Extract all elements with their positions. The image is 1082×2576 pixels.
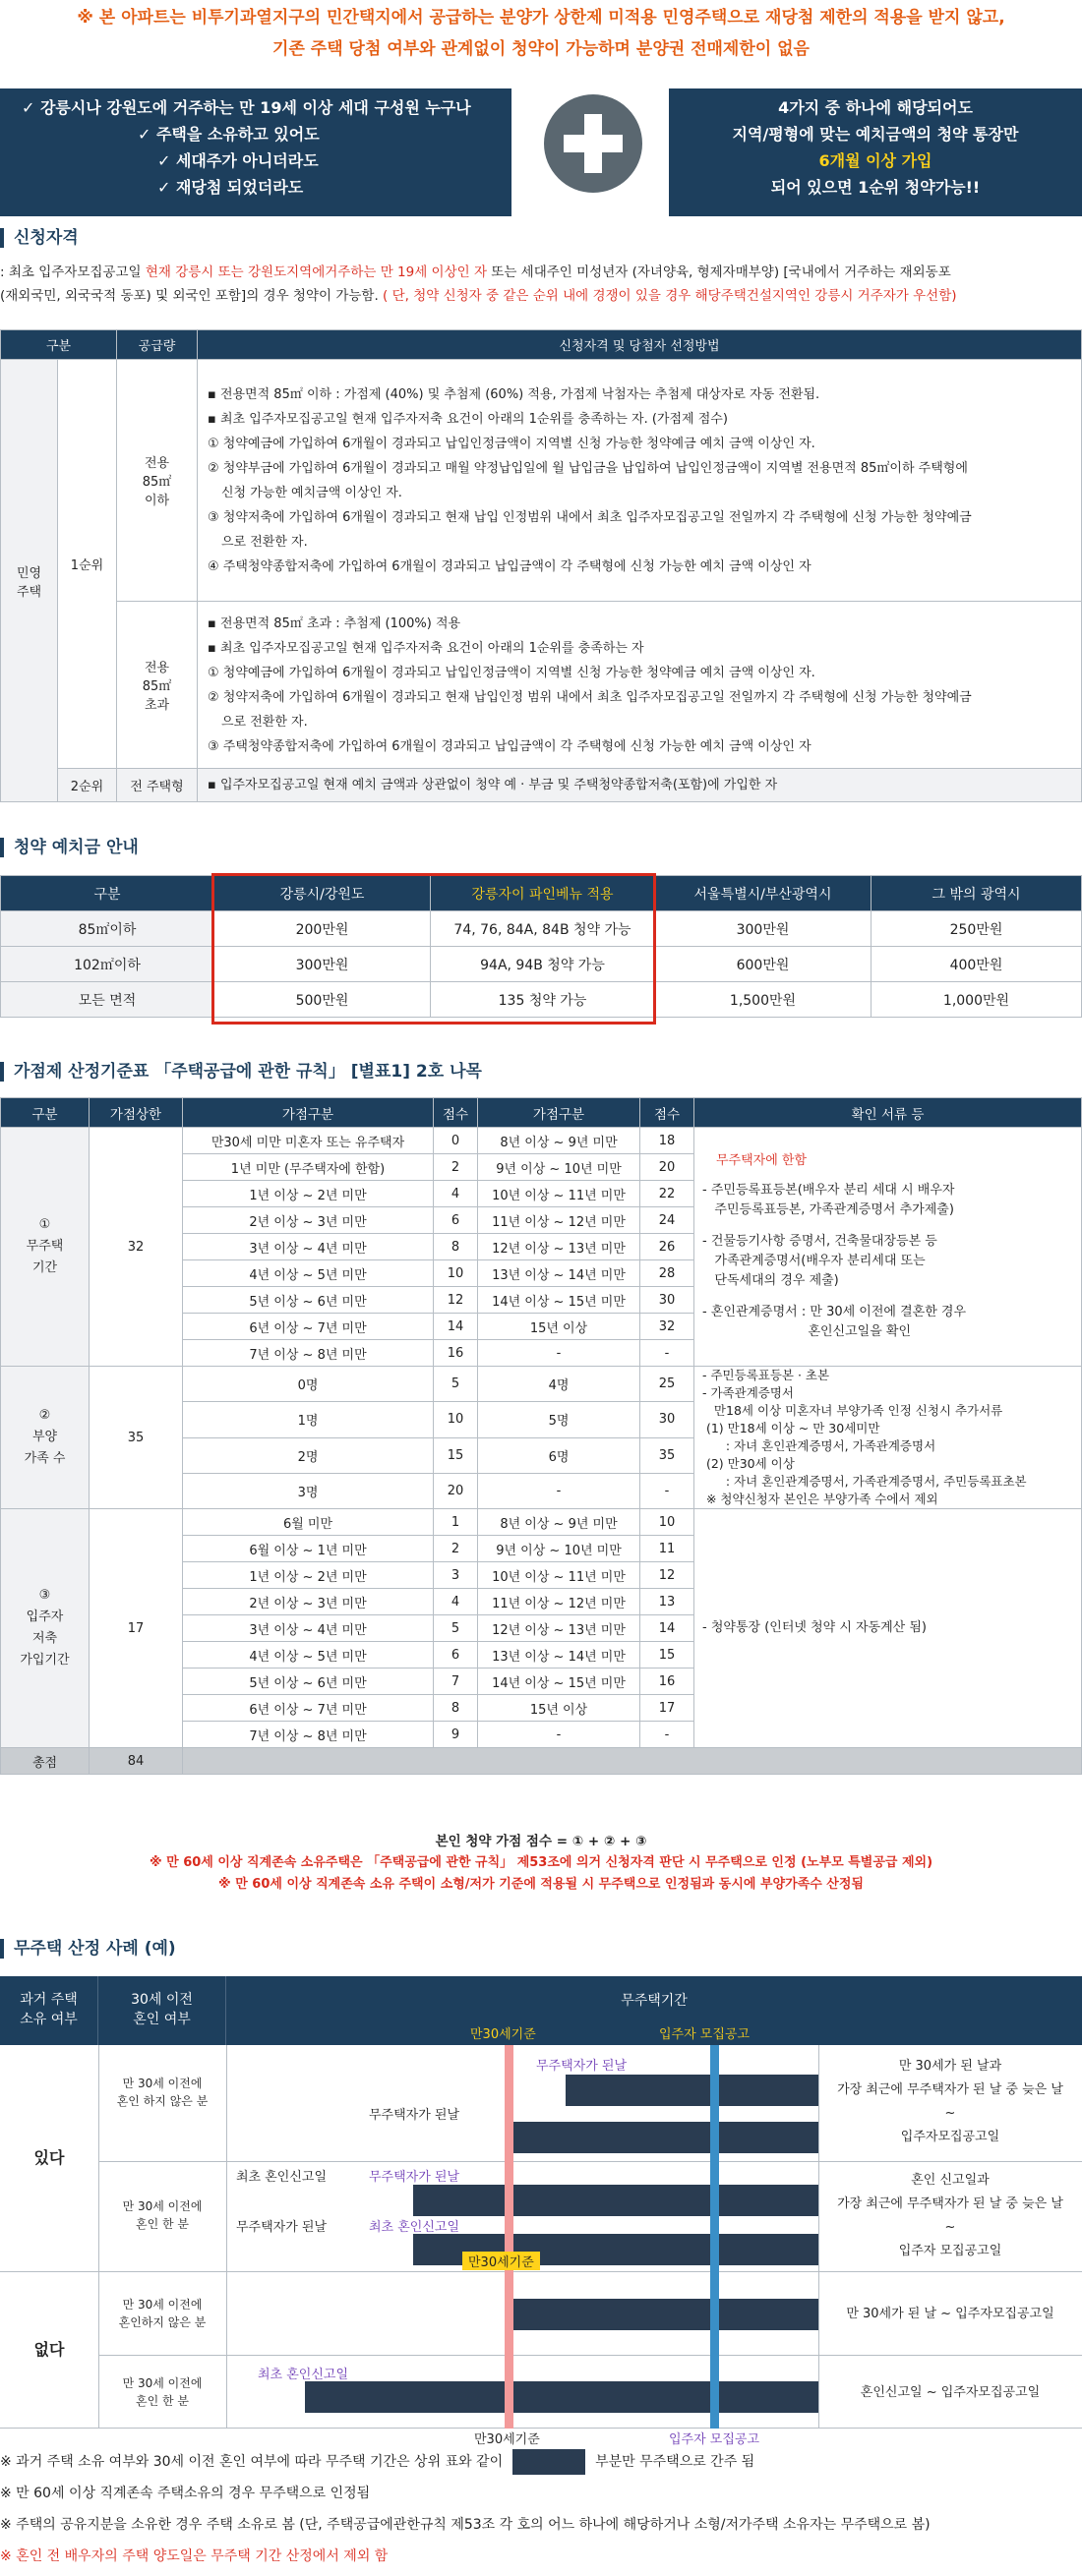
- age30-line: [505, 2045, 513, 2429]
- score-cell: 3: [434, 1562, 478, 1589]
- rule-line: ② 청약부금에 가입하여 6개월이 경과되고 매월 약정납입일에 월 납입금을 납입하여 납입인정금액이 지역별 전용면적 85㎡이하 주택형에: [208, 460, 968, 476]
- case-label: 만 30세 이전에 혼인하지 않은 분: [118, 2298, 207, 2329]
- cell: 1,000만원: [872, 982, 1082, 1018]
- score-cell: 11년 이상 ~ 12년 미만: [478, 1589, 640, 1615]
- score-cell: 16: [434, 1340, 478, 1367]
- col-header: 강릉시/강원도: [214, 876, 431, 911]
- score-cell: 6명: [478, 1437, 640, 1473]
- age30-tag: 만30세기준: [462, 2252, 540, 2270]
- result-text: 혼인 신고일과 가장 최근에 무주택자가 된 날 중 늦은 날 ~ 입주자 모집공고일: [837, 2173, 1063, 2258]
- document-note: [694, 1367, 1082, 1509]
- cases-diagram: [0, 1976, 1082, 2429]
- col-header: 30세 이전 혼인 여부: [98, 1976, 226, 2045]
- note-text: 부분만 무주택으로 간주 됨: [595, 2454, 755, 2470]
- intro-highlight: ( 단, 청약 신청자 중 같은 순위 내에 경쟁이 있을 경우 해당주택건설지역인 강릉시 거주자가 우선함): [383, 288, 957, 304]
- cell: 94A, 94B 청약 가능: [431, 947, 655, 982]
- score-cell: 12: [434, 1287, 478, 1314]
- score-cell: 10년 이상 ~ 11년 미만: [478, 1562, 640, 1589]
- score-cell: 12년 이상 ~ 13년 미만: [478, 1615, 640, 1642]
- section-title-cases: 무주택 산정 사례 (예): [0, 1939, 1082, 1959]
- score-cell: 14년 이상 ~ 15년 미만: [478, 1287, 640, 1314]
- score-cell: -: [478, 1722, 640, 1748]
- event-label: 무주택자가 된날: [236, 2220, 328, 2235]
- col-header: 구분: [1, 876, 214, 911]
- row-label: 85㎡이하: [1, 911, 214, 947]
- rule-line: 신청 가능한 예치금액 이상인 자.: [221, 485, 402, 500]
- rule-line: ① 청약예금에 가입하여 6개월이 경과되고 납입인정금액이 지역별 신청 가능한 청약예금 예치 금액 이상인 자.: [208, 436, 815, 451]
- score-cell: 1년 이상 ~ 2년 미만: [183, 1181, 434, 1207]
- note-highlight: 무주택자에 한함: [716, 1153, 808, 1168]
- score-cell: 1년 미만 (무주택자에 한함): [183, 1154, 434, 1181]
- score-cell: 6년 이상 ~ 7년 미만: [183, 1695, 434, 1722]
- table-row: [1, 1128, 1082, 1154]
- cell: 500만원: [214, 982, 431, 1018]
- section-title-scoring: 가점제 산정기준표 「주택공급에 관한 규칙」 [별표1] 2호 나목: [0, 1062, 1082, 1082]
- period-bar: [305, 2381, 818, 2413]
- panel-item: ✓ 강릉시나 강원도에 거주하는 만 19세 이상 세대 구성원 누구나: [22, 98, 471, 117]
- col-header: 가점상한: [90, 1098, 183, 1128]
- total-label: 총점: [1, 1748, 90, 1775]
- score-cell: 9: [434, 1722, 478, 1748]
- bottom-notes: [0, 2446, 1082, 2572]
- panel-right-line: 되어 있으면 1순위 청약가능!!: [770, 178, 981, 197]
- rule-line: ② 청약저축에 가입하여 6개월이 경과되고 현재 납입인정 범위 내에서 최초 입주자모집공고일 전일까지 각 주택형에 신청 가능한 청약예금: [208, 689, 972, 705]
- panel-item: ✓ 재당첨 되었더라도: [157, 178, 304, 197]
- result-text: 만 30세가 된 날 ~ 입주자모집공고일: [846, 2307, 1054, 2321]
- score-cell: 30: [640, 1402, 694, 1437]
- period-bar: [566, 2075, 818, 2106]
- period-bar: [413, 2185, 818, 2216]
- note-line: : 자녀 혼인관계증명서, 가족관계증명서, 주민등록표초본: [702, 1474, 1027, 1489]
- score-cell: 4년 이상 ~ 5년 미만: [183, 1260, 434, 1287]
- rule-line: 으로 전환한 자.: [221, 534, 308, 550]
- eligibility-table: [0, 329, 1082, 802]
- score-cell: 2년 이상 ~ 3년 미만: [183, 1207, 434, 1234]
- intro-highlight: 현재 강릉시 또는 강원도지역에거주하는 만 19세 이상인 자: [145, 264, 488, 280]
- event-label: 최초 혼인신고일: [258, 2368, 349, 2382]
- note-line: 가족관계증명서(배우자 분리세대 또는: [702, 1254, 926, 1268]
- score-cell: 7: [434, 1669, 478, 1695]
- note-line: [0, 2446, 1082, 2478]
- score-cell: 14년 이상 ~ 15년 미만: [478, 1669, 640, 1695]
- cell: 400만원: [872, 947, 1082, 982]
- rank2-rules: ▪ 입주자모집공고일 현재 예치 금액과 상관없이 청약 예 · 부금 및 주택청약종합저축(포함)에 가입한 자: [198, 769, 1082, 802]
- note-line: ※ 청약신청자 본인은 부양가족 수에서 제외: [702, 1492, 938, 1506]
- event-label: 최초 혼인신고일: [236, 2170, 328, 2185]
- score-cell: 10: [640, 1509, 694, 1536]
- score-cell: 15: [640, 1642, 694, 1669]
- score-cell: 5: [434, 1615, 478, 1642]
- score-cell: 2: [434, 1154, 478, 1181]
- panel-right-line: 4가지 중 하나에 해당되어도: [778, 98, 973, 117]
- note-text: ※ 과거 주택 소유 여부와 30세 이전 혼인 여부에 따라 무주택 기간은 상위 표와 같이: [0, 2454, 504, 2470]
- area-over-85: 전용 85㎡ 초과: [117, 602, 198, 769]
- score-cell: 0명: [183, 1367, 434, 1402]
- score-cell: 11년 이상 ~ 12년 미만: [478, 1207, 640, 1234]
- score-cell: 26: [640, 1234, 694, 1260]
- score-cell: 6년 이상 ~ 7년 미만: [183, 1314, 434, 1340]
- score-cell: -: [640, 1473, 694, 1508]
- marker-30: 만30세기준: [470, 2027, 536, 2042]
- col-header: 공급량: [117, 330, 198, 360]
- group-max: 35: [90, 1367, 183, 1509]
- plus-icon: [544, 94, 642, 193]
- score-cell: 13년 이상 ~ 14년 미만: [478, 1642, 640, 1669]
- cell: 74, 76, 84A, 84B 청약 가능: [431, 911, 655, 947]
- table-row: [1, 1367, 1082, 1402]
- score-cell: 7년 이상 ~ 8년 미만: [183, 1722, 434, 1748]
- note-line: - 청약통장 (인터넷 청약 시 자동계산 됨): [702, 1620, 927, 1635]
- score-cell: 10년 이상 ~ 11년 미만: [478, 1181, 640, 1207]
- period-bar: [507, 2122, 818, 2153]
- score-footnotes: [0, 1852, 1082, 1896]
- score-cell: 20: [434, 1473, 478, 1508]
- note-line: - 혼인관계증명서 : 만 30세 이전에 결혼한 경우: [702, 1305, 967, 1319]
- rank-1: 1순위: [58, 360, 117, 769]
- axis-label-30: 만30세기준: [474, 2432, 540, 2447]
- score-cell: 22: [640, 1181, 694, 1207]
- scoring-table: [0, 1097, 1082, 1775]
- col-header: 그 밖의 광역시: [872, 876, 1082, 911]
- col-header: 무주택기간: [621, 1993, 688, 2009]
- cell: 300만원: [655, 911, 872, 947]
- score-cell: 32: [640, 1314, 694, 1340]
- score-cell: 4: [434, 1181, 478, 1207]
- col-header: 점수: [434, 1098, 478, 1128]
- eligibility-panel: [0, 88, 511, 216]
- score-cell: 13: [640, 1589, 694, 1615]
- col-header-highlight: 강릉자이 파인베뉴 적용: [431, 876, 655, 911]
- score-cell: 6: [434, 1642, 478, 1669]
- note-line: ※ 혼인 전 배우자의 주택 양도일은 무주택 기간 산정에서 제외 함: [0, 2548, 389, 2564]
- legend-swatch: [512, 2449, 585, 2475]
- case-label: 만 30세 이전에 혼인 한 분: [122, 2376, 203, 2408]
- top-notice: [0, 0, 1082, 65]
- rule-line: ▪ 최초 입주자모집공고일 현재 입주자저축 요건이 아래의 1순위를 충족하는 자: [208, 640, 644, 656]
- axis-label-notice: 입주자 모집공고: [669, 2432, 760, 2447]
- total-blank: [183, 1748, 1082, 1775]
- score-cell: 25: [640, 1367, 694, 1402]
- score-cell: 24: [640, 1207, 694, 1234]
- score-cell: 5년 이상 ~ 6년 미만: [183, 1669, 434, 1695]
- score-cell: 10: [434, 1402, 478, 1437]
- owned-no: 없다: [33, 2340, 65, 2359]
- score-cell: 10: [434, 1260, 478, 1287]
- group-label: ② 부양 가족 수: [1, 1367, 90, 1509]
- note-line: 단독세대의 경우 제출): [702, 1273, 839, 1288]
- group-max: 32: [90, 1128, 183, 1367]
- row-label: 102㎡이하: [1, 947, 214, 982]
- score-cell: 12: [640, 1562, 694, 1589]
- rule-line: 으로 전환한 자.: [221, 714, 308, 730]
- note-line: ※ 주택의 공유지분을 소유한 경우 주택 소유로 봄 (단, 주택공급에관한규칙 제53조 각 호의 어느 하나에 해당하거나 소형/저가주택 소유자는 무주택으로 봄): [0, 2517, 931, 2533]
- period-bar: [511, 2299, 818, 2330]
- score-cell: 3년 이상 ~ 4년 미만: [183, 1615, 434, 1642]
- result-text: 혼인신고일 ~ 입주자모집공고일: [860, 2385, 1041, 2400]
- score-cell: 14: [640, 1615, 694, 1642]
- section-title-eligibility: 신청자격: [0, 228, 1082, 248]
- notice-line-1: ※ 본 아파트는 비투기과열지구의 민간택지에서 공급하는 분양가 상한제 미적용 민영주택으로 재당첨 제한의 적용을 받지 않고,: [77, 8, 1005, 28]
- notice-line-2: 기존 주택 당첨 여부와 관계없이 청약이 가능하며 분양권 전매제한이 없음: [272, 39, 810, 59]
- panel-right-highlight: 6개월 이상 가입: [818, 151, 932, 170]
- deposit-panel: [669, 88, 1082, 216]
- score-cell: 8: [434, 1234, 478, 1260]
- score-cell: 1명: [183, 1402, 434, 1437]
- rank1-under85-rules: [198, 360, 1082, 602]
- score-cell: 17: [640, 1695, 694, 1722]
- area-under-85: 전용 85㎡ 이하: [117, 360, 198, 602]
- table-row: [1, 1509, 1082, 1536]
- col-header: 구분: [1, 1098, 90, 1128]
- col-header: 서울특별시/부산광역시: [655, 876, 872, 911]
- footnote: ※ 만 60세 이상 직계존속 소유주택은 「주택공급에 관한 규칙」 제53조에 의거 신청자격 판단 시 무주택으로 인정 (노부모 특별공급 제외): [149, 1855, 933, 1870]
- owned-yes: 있다: [33, 2148, 65, 2167]
- col-header: 확인 서류 등: [694, 1098, 1082, 1128]
- eligibility-intro: [0, 261, 1082, 308]
- case-label: 만 30세 이전에 혼인 한 분: [122, 2199, 203, 2231]
- intro-text: : 최초 입주자모집공고일: [0, 264, 146, 280]
- score-cell: 20: [640, 1154, 694, 1181]
- score-cell: 12년 이상 ~ 13년 미만: [478, 1234, 640, 1260]
- highlight-box: [211, 873, 656, 1025]
- event-label: 무주택자가 된날: [369, 2170, 460, 2185]
- note-line: [702, 1291, 1073, 1303]
- note-line: - 가족관계증명서: [702, 1385, 795, 1400]
- col-header: 가점구분: [478, 1098, 640, 1128]
- result-text: 만 30세가 된 날과 가장 최근에 무주택자가 된 날 중 늦은 날 ~ 입주자모집공고일: [837, 2059, 1063, 2144]
- score-cell: 3명: [183, 1473, 434, 1508]
- note-line: 혼인신고일을 확인: [702, 1324, 912, 1339]
- score-cell: 2명: [183, 1437, 434, 1473]
- panel-item: ✓ 주택을 소유하고 있어도: [138, 125, 320, 144]
- case-label: 만 30세 이전에 혼인 하지 않은 분: [116, 2077, 209, 2108]
- score-cell: 11: [640, 1536, 694, 1562]
- notice-line: [710, 2045, 719, 2429]
- score-cell: 1년 이상 ~ 2년 미만: [183, 1562, 434, 1589]
- rank1-over85-rules: [198, 602, 1082, 769]
- score-cell: 4: [434, 1589, 478, 1615]
- rule-line: ① 청약예금에 가입하여 6개월이 경과되고 납입인정금액이 지역별 신청 가능한 청약예금 예치 금액 이상인 자.: [208, 665, 815, 680]
- col-header: 점수: [640, 1098, 694, 1128]
- group-label: ① 무주택 기간: [1, 1128, 90, 1367]
- score-cell: 4년 이상 ~ 5년 미만: [183, 1642, 434, 1669]
- note-line: (2) 만30세 이상: [702, 1456, 795, 1471]
- document-note: [694, 1509, 1082, 1748]
- score-cell: 13년 이상 ~ 14년 미만: [478, 1260, 640, 1287]
- col-header: 구분: [1, 330, 117, 360]
- group-label: ③ 입주자 저축 가입기간: [1, 1509, 90, 1748]
- rule-line: ③ 청약저축에 가입하여 6개월이 경과되고 현재 납입 인정범위 내에서 최초 입주자모집공고일 전일까지 각 주택형에 신청 가능한 청약예금: [208, 509, 972, 525]
- cell: 250만원: [872, 911, 1082, 947]
- note-line: (1) 만18세 이상 ~ 만 30세미만: [702, 1421, 880, 1435]
- rank-2: 2순위: [58, 769, 117, 802]
- score-cell: 5명: [478, 1402, 640, 1437]
- score-cell: -: [640, 1340, 694, 1367]
- rule-line: ③ 주택청약종합저축에 가입하여 6개월이 경과되고 납입금액이 각 주택형에 신청 가능한 예치 금액 이상인 자: [208, 738, 812, 754]
- score-cell: 16: [640, 1669, 694, 1695]
- rule-line: ▪ 전용면적 85㎡ 초과 : 추첨제 (100%) 적용: [208, 615, 461, 631]
- panel-right-line: 지역/평형에 맞는 예치금액의 청약 통장만: [732, 125, 1019, 144]
- score-cell: -: [478, 1473, 640, 1508]
- score-cell: 5년 이상 ~ 6년 미만: [183, 1287, 434, 1314]
- score-cell: 3년 이상 ~ 4년 미만: [183, 1234, 434, 1260]
- footnote: ※ 만 60세 이상 직계존속 소유 주택이 소형/저가 기준에 적용될 시 무주택으로 인정됨과 동시에 부양가족수 산정됨: [218, 1877, 864, 1892]
- score-cell: -: [478, 1340, 640, 1367]
- col-header: 과거 주택 소유 여부: [0, 1976, 98, 2045]
- total-row: [1, 1748, 1082, 1775]
- score-cell: 6월 이상 ~ 1년 미만: [183, 1536, 434, 1562]
- section-title-deposit: 청약 예치금 안내: [0, 838, 1082, 857]
- score-cell: 18: [640, 1128, 694, 1154]
- rule-line: ④ 주택청약종합저축에 가입하여 6개월이 경과되고 납입금액이 각 주택형에 신청 가능한 예치 금액 이상인 자: [208, 558, 812, 574]
- event-label: 무주택자가 된날: [369, 2108, 460, 2123]
- cell: 300만원: [214, 947, 431, 982]
- score-cell: 6: [434, 1207, 478, 1234]
- note-line: ※ 만 60세 이상 직계존속 주택소유의 경우 무주택으로 인정됨: [0, 2486, 371, 2501]
- score-cell: 4명: [478, 1367, 640, 1402]
- score-cell: 1: [434, 1509, 478, 1536]
- score-cell: 6월 미만: [183, 1509, 434, 1536]
- score-cell: 5: [434, 1367, 478, 1402]
- score-cell: 만30세 미만 미혼자 또는 유주택자: [183, 1128, 434, 1154]
- marker-notice: 입주자 모집공고: [659, 2027, 751, 2042]
- row-label: 모든 면적: [1, 982, 214, 1018]
- score-cell: 9년 이상 ~ 10년 미만: [478, 1536, 640, 1562]
- score-cell: 14: [434, 1314, 478, 1340]
- score-cell: 2년 이상 ~ 3년 미만: [183, 1589, 434, 1615]
- event-label: 최초 혼인신고일: [369, 2220, 460, 2235]
- col-header: 가점구분: [183, 1098, 434, 1128]
- score-cell: 15년 이상: [478, 1695, 640, 1722]
- score-cell: 30: [640, 1287, 694, 1314]
- score-cell: 8년 이상 ~ 9년 미만: [478, 1128, 640, 1154]
- note-line: 만18세 이상 미혼자녀 부양가족 인정 신청시 추가서류: [702, 1403, 1003, 1418]
- event-label: 무주택자가 된날: [536, 2059, 628, 2074]
- note-line: - 주민등록표등본 · 초본: [702, 1368, 830, 1382]
- score-cell: 8: [434, 1695, 478, 1722]
- score-cell: 35: [640, 1437, 694, 1473]
- score-cell: 0: [434, 1128, 478, 1154]
- score-cell: 7년 이상 ~ 8년 미만: [183, 1340, 434, 1367]
- intro-text: (재외국민, 외국국적 동포) 및 외국인 포함]의 경우 청약이 가능함.: [0, 288, 384, 304]
- score-cell: 2: [434, 1536, 478, 1562]
- score-formula: 본인 청약 가점 점수 = ① + ② + ③: [435, 1834, 647, 1849]
- note-line: - 주민등록표등본(배우자 분리 세대 시 배우자: [702, 1183, 955, 1198]
- group-max: 17: [90, 1509, 183, 1748]
- col-header: 신청자격 및 당첨자 선정방법: [198, 330, 1082, 360]
- score-cell: 15년 이상: [478, 1314, 640, 1340]
- housing-type: 민영 주택: [1, 360, 58, 802]
- document-note: [694, 1128, 1082, 1367]
- note-line: [702, 1220, 1073, 1232]
- score-cell: 8년 이상 ~ 9년 미만: [478, 1509, 640, 1536]
- score-cell: -: [640, 1722, 694, 1748]
- rule-line: ▪ 전용면적 85㎡ 이하 : 가점제 (40%) 및 추첨제 (60%) 적용, 가점제 낙첨자는 추첨제 대상자로 자동 전환됨.: [208, 386, 820, 402]
- rule-line: ▪ 최초 입주자모집공고일 현재 입주자저축 요건이 아래의 1순위를 충족하는 자. (가점제 점수): [208, 411, 728, 427]
- note-line: 주민등록표등본, 가족관계증명서 추가제출): [702, 1202, 954, 1217]
- note-line: - 건물등기사항 증명서, 건축물대장등본 등: [702, 1234, 937, 1249]
- all-types: 전 주택형: [117, 769, 198, 802]
- note-line: : 자녀 혼인관계증명서, 가족관계증명서: [702, 1438, 936, 1453]
- total-value: 84: [90, 1748, 183, 1775]
- cell: 1,500만원: [655, 982, 872, 1018]
- score-cell: 28: [640, 1260, 694, 1287]
- score-cell: 9년 이상 ~ 10년 미만: [478, 1154, 640, 1181]
- intro-text: 또는 세대주인 미성년자 (자녀양육, 형제자매부양) [국내에서 거주하는 재외동포: [487, 264, 951, 280]
- cell: 600만원: [655, 947, 872, 982]
- cell: 200만원: [214, 911, 431, 947]
- cell: 135 청약 가능: [431, 982, 655, 1018]
- panel-item: ✓ 세대주가 아니더라도: [157, 151, 319, 170]
- score-cell: 15: [434, 1437, 478, 1473]
